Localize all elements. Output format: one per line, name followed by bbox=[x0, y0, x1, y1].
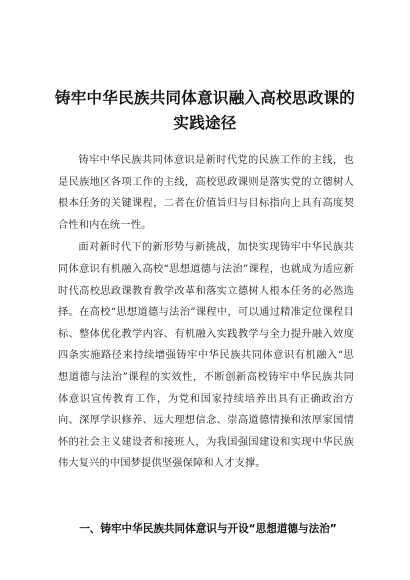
paragraph-main: 面对新时代下的新形势与新挑战，加快实现铸牢中华民族共同体意识有机融入高校“思想道德与法治”课程，也就成为适应新时代高校思政课教育教学改革和落实立德树人根本任务的必然选择。在高校“思想道德与法治”课程中，可以通过精准定位课程目标、整体优化教学内容、有机融入实践教学与全力提升融入效度四条实施路径来持续增强铸牢中华民族共同体意识有机融入“思想道德与法治”课程的实效性，不断创新高校铸牢中华民族共同体意识宣传教育工作，为党和国家持续培养出具有正确政治方向、深厚学识修养、远大理想信念、崇高道德情操和浓厚家国情怀的社会主义建设者和接班人，为我国强国建设和实现中华民族伟大复兴的中国梦提供坚强保障和人才支撑。 bbox=[58, 242, 354, 470]
document-body bbox=[58, 150, 354, 476]
document-title bbox=[40, 86, 370, 136]
title-line-2: 实践途径 bbox=[173, 114, 237, 132]
section-heading: 一、铸牢中华民族共同体意识与开设“思想道德与法治” bbox=[79, 523, 337, 535]
title-line-1: 铸牢中华民族共同体意识融入高校思政课的 bbox=[54, 89, 356, 107]
paragraph-intro: 铸牢中华民族共同体意识是新时代党的民族工作的主线，也是民族地区各项工作的主线，高校思政课则是落实党的立德树人根本任务的关键课程，二者在价值旨归与目标指向上具有高度契合性和内在统一性。 bbox=[58, 155, 354, 231]
